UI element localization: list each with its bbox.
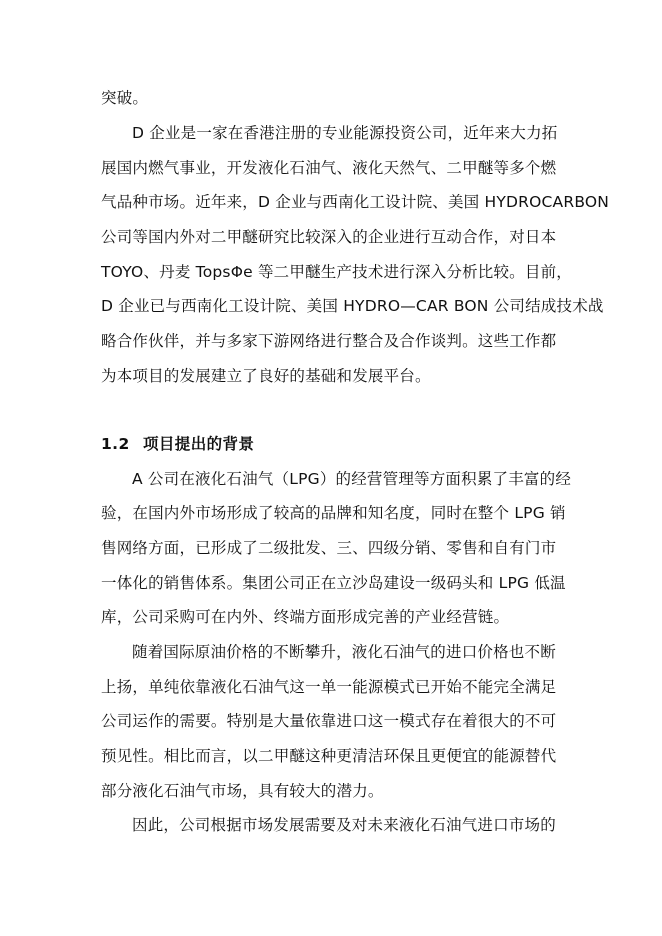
paragraph-line: 售网络方面，已形成了二级批发、三、四级分销、零售和自有门市 [101,539,557,557]
paragraph-line: 突破。 [101,89,149,107]
paragraph-line: 预见性。相比而言，以二甲醚这种更清洁环保且更便宜的能源替代 [101,747,557,765]
paragraph-line: 一体化的销售体系。集团公司正在立沙岛建设一级码头和 LPG 低温 [101,574,566,592]
paragraph-line: 展国内燃气事业，开发液化石油气、液化天然气、二甲醚等多个燃 [101,159,557,177]
section-number: 1.2 [101,435,130,453]
paragraph-line: 因此，公司根据市场发展需要及对未来液化石油气进口市场的 [132,816,556,834]
paragraph-line: D 企业已与西南化工设计院、美国 HYDRO—CAR BON 公司结成技术战 [101,297,604,315]
section-title: 项目提出的背景 [143,435,255,453]
paragraph-line: TOYO、丹麦 TopsΦe 等二甲醚生产技术进行深入分析比较。目前， [101,263,572,281]
paragraph-line: A 公司在液化石油气（LPG）的经营管理等方面积累了丰富的经 [132,470,572,488]
paragraph-line: D 企业是一家在香港注册的专业能源投资公司，近年来大力拓 [132,124,558,142]
paragraph-line: 验，在国内外市场形成了较高的品牌和知名度，同时在整个 LPG 销 [101,504,566,522]
paragraph-line: 略合作伙伴，并与多家下游网络进行整合及合作谈判。这些工作都 [101,332,557,350]
paragraph-line: 随着国际原油价格的不断攀升，液化石油气的进口价格也不断 [132,643,556,661]
paragraph-line: 库，公司采购可在内外、终端方面形成完善的产业经营链。 [101,608,510,626]
paragraph-line: 部分液化石油气市场，具有较大的潜力。 [101,782,384,800]
paragraph-line: 公司运作的需要。特别是大量依靠进口这一模式存在着很大的不可 [101,712,557,730]
paragraph-line: 公司等国内外对二甲醚研究比较深入的企业进行互动合作，对日本 [101,228,557,246]
section-heading [0,430,662,458]
paragraph-line: 气品种市场。近年来，D 企业与西南化工设计院、美国 HYDROCARBON [101,193,610,211]
paragraph-line: 为本项目的发展建立了良好的基础和发展平台。 [101,367,431,385]
paragraph-line: 上扬，单纯依靠液化石油气这一单一能源模式已开始不能完全满足 [101,678,557,696]
